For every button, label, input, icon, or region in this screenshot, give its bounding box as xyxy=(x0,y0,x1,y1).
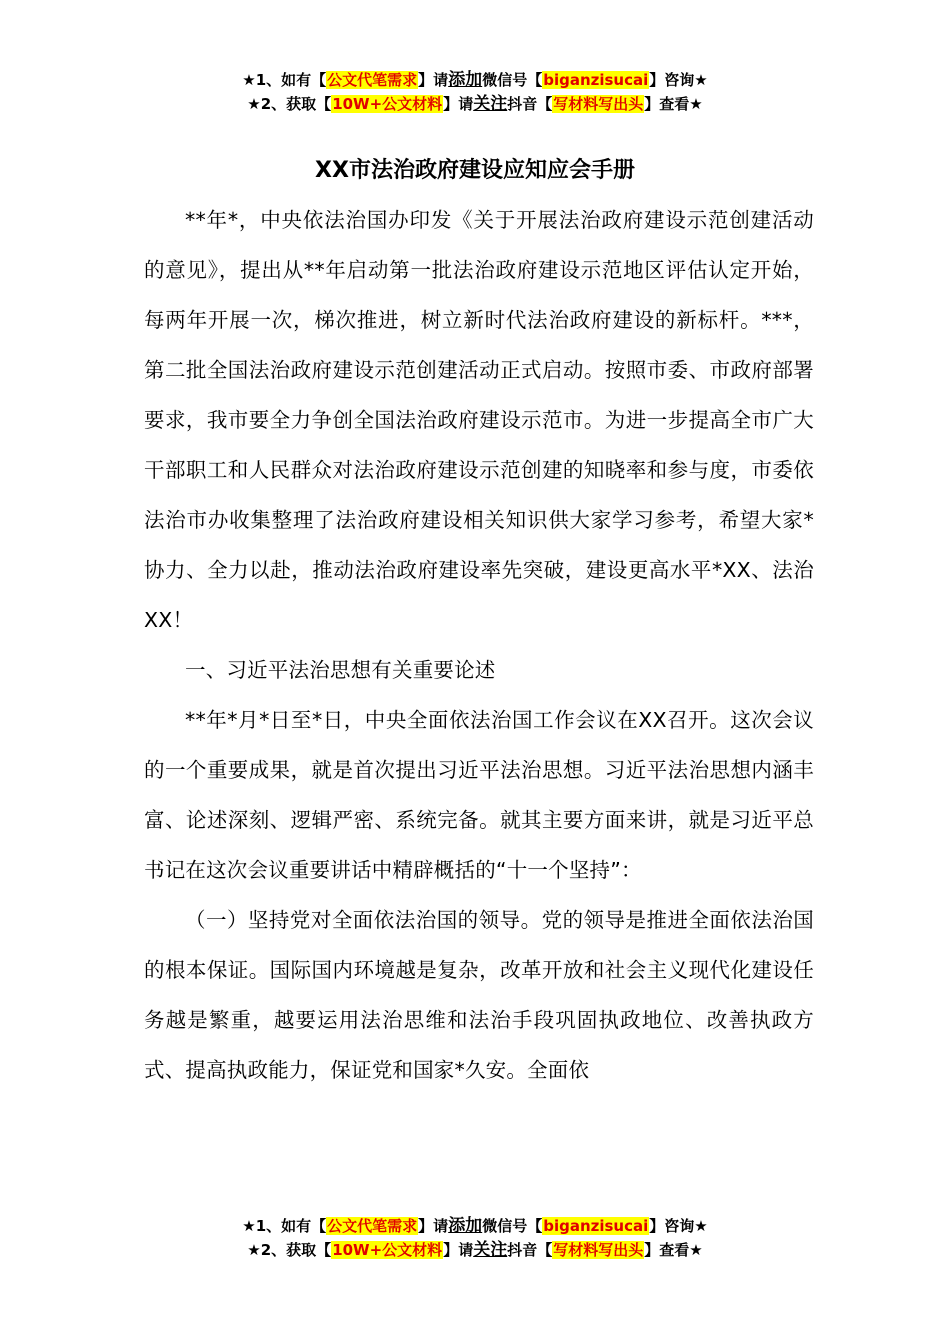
document-body xyxy=(144,195,814,1095)
highlight-service: 公文代笔需求 xyxy=(327,71,418,89)
section-heading: 一、习近平法治思想有关重要论述 xyxy=(185,658,496,682)
highlight-materials: 10W+公文材料 xyxy=(332,1241,443,1259)
promo-line-1: ★1、如有【公文代笔需求】请添加微信号【biganzisucai】咨询★ xyxy=(242,1216,708,1236)
highlight-materials: 10W+公文材料 xyxy=(332,95,443,113)
top-promo-banner xyxy=(0,68,950,116)
document-title: XX市法治政府建设应知应会手册 xyxy=(315,158,635,183)
promo-line-1: ★1、如有【公文代笔需求】请添加微信号【biganzisucai】咨询★ xyxy=(242,70,708,90)
promo-line-2: ★2、获取【10W+公文材料】请关注抖音【写材料写出头】查看★ xyxy=(247,1240,703,1260)
bottom-promo-banner xyxy=(0,1214,950,1262)
paragraph-point-1: （一）坚持党对全面依法治国的领导。党的领导是推进全面依法治国的根本保证。国际国内环境越是复杂，改革开放和社会主义现代化建设任务越是繁重，越要运用法治思维和法治手段巩固执政地位、改善执政方式、提高执政能力，保证党和国家*久安。全面依 xyxy=(144,908,814,1082)
highlight-service: 公文代笔需求 xyxy=(327,1217,418,1235)
highlight-wechat-id: biganzisucai xyxy=(543,1217,649,1235)
highlight-douyin-id: 写材料写出头 xyxy=(553,1241,644,1259)
paragraph-intro: **年*，中央依法治国办印发《关于开展法治政府建设示范创建活动的意见》，提出从**年启动第一批法治政府建设示范地区评估认定开始，每两年开展一次，梯次推进，树立新时代法治政府建设的新标杆。***，第二批全国法治政府建设示范创建活动正式启动。按照市委、市政府部署要求，我市要全力争创全国法治政府建设示范市。为进一步提高全市广大干部职工和人民群众对法治政府建设示范创建的知晓率和参与度，市委依法治市办收集整理了法治政府建设相关知识供大家学习参考，希望大家*协力、全力以赴，推动法治政府建设率先突破，建设更高水平*XX、法治XX！ xyxy=(144,208,814,632)
highlight-wechat-id: biganzisucai xyxy=(543,71,649,89)
paragraph-meeting: **年*月*日至*日，中央全面依法治国工作会议在XX召开。这次会议的一个重要成果，就是首次提出习近平法治思想。习近平法治思想内涵丰富、论述深刻、逻辑严密、系统完备。就其主要方面来讲，就是习近平总书记在这次会议重要讲话中精辟概括的“十一个坚持”： xyxy=(144,708,814,882)
promo-line-2: ★2、获取【10W+公文材料】请关注抖音【写材料写出头】查看★ xyxy=(247,94,703,114)
highlight-douyin-id: 写材料写出头 xyxy=(553,95,644,113)
